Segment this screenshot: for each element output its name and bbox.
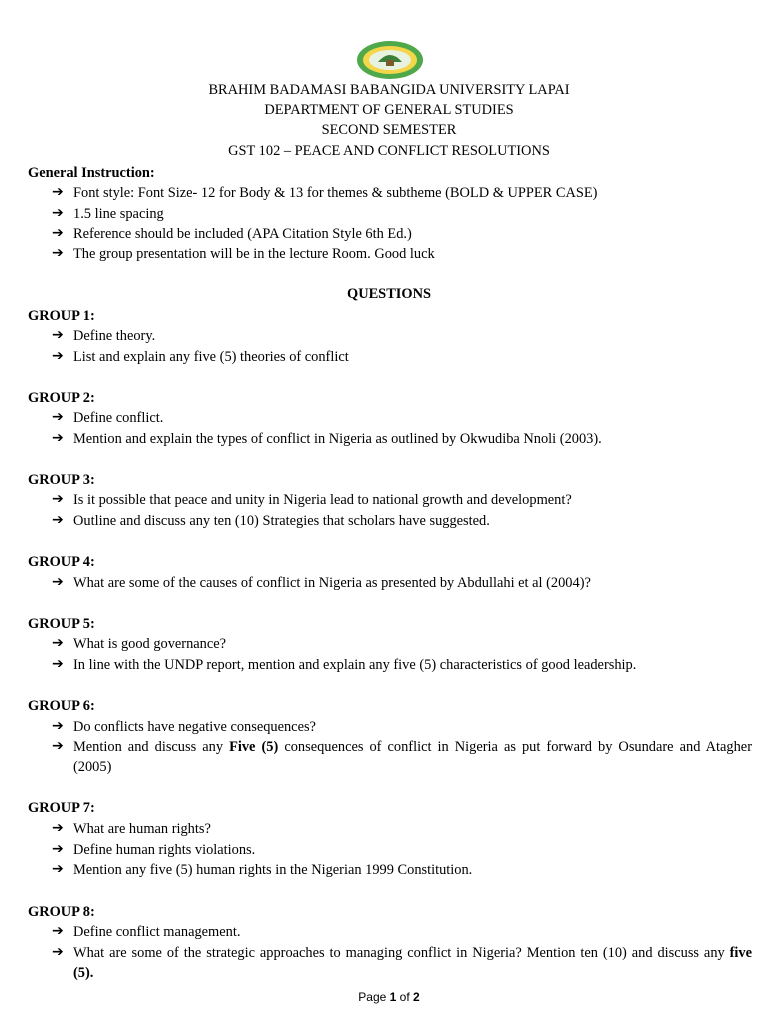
course-title: GST 102 – PEACE AND CONFLICT RESOLUTIONS [228, 143, 550, 159]
arrow-icon: ➔ [52, 841, 64, 857]
instruction-item: Reference should be included (APA Citation Style 6th Ed.) [73, 226, 412, 242]
questions-heading: QUESTIONS [347, 286, 431, 302]
group-title: GROUP 2: [28, 390, 95, 406]
arrow-icon: ➔ [52, 656, 64, 672]
emphasis-text: five (5). [73, 945, 752, 981]
page-number [0, 990, 768, 1004]
group-title: GROUP 8: [28, 904, 95, 920]
arrow-icon: ➔ [52, 574, 64, 590]
group-title: GROUP 7: [28, 800, 95, 816]
page-label: Page [358, 990, 387, 1004]
instruction-item: The group presentation will be in the lecture Room. Good luck [73, 246, 435, 262]
arrow-icon: ➔ [52, 944, 64, 960]
arrow-icon: ➔ [52, 245, 64, 261]
arrow-icon: ➔ [52, 430, 64, 446]
arrow-icon: ➔ [52, 512, 64, 528]
group-title: GROUP 3: [28, 472, 95, 488]
arrow-icon: ➔ [52, 718, 64, 734]
arrow-icon: ➔ [52, 861, 64, 877]
question-text: What are some of the strategic approaches to managing conflict in Nigeria? Mention ten (10) and discuss any [73, 945, 730, 961]
instruction-item: 1.5 line spacing [73, 206, 164, 222]
question-item: Do conflicts have negative consequences? [73, 719, 316, 735]
arrow-icon: ➔ [52, 225, 64, 241]
question-item: Mention and explain the types of conflict in Nigeria as outlined by Okwudiba Nnoli (2003). [73, 431, 602, 447]
arrow-icon: ➔ [52, 738, 64, 754]
question-item: Define conflict management. [73, 924, 241, 940]
arrow-icon: ➔ [52, 327, 64, 343]
question-item: In line with the UNDP report, mention and explain any five (5) characteristics of good leadership. [73, 657, 637, 673]
group-title: GROUP 4: [28, 554, 95, 570]
question-item: Outline and discuss any ten (10) Strategies that scholars have suggested. [73, 513, 490, 529]
emphasis-text: Five (5) [229, 739, 279, 755]
arrow-icon: ➔ [52, 635, 64, 651]
current-page: 1 [389, 990, 397, 1004]
arrow-icon: ➔ [52, 348, 64, 364]
question-item: Is it possible that peace and unity in Nigeria lead to national growth and development? [73, 492, 572, 508]
arrow-icon: ➔ [52, 491, 64, 507]
question-item: Mention any five (5) human rights in the Nigerian 1999 Constitution. [73, 862, 473, 878]
question-item: Define conflict. [73, 410, 164, 426]
question-item: Define theory. [73, 328, 156, 344]
total-pages: 2 [413, 990, 420, 1004]
university-name: BRAHIM BADAMASI BABANGIDA UNIVERSITY LAPAI [208, 82, 570, 98]
arrow-icon: ➔ [52, 184, 64, 200]
university-logo [356, 40, 424, 80]
arrow-icon: ➔ [52, 820, 64, 836]
group-title: GROUP 6: [28, 698, 95, 714]
question-text: Mention and discuss any [73, 739, 230, 755]
question-item [73, 943, 752, 983]
question-item: Define human rights violations. [73, 842, 256, 858]
instructions-heading: General Instruction: [28, 165, 155, 181]
arrow-icon: ➔ [52, 923, 64, 939]
semester-label: SECOND SEMESTER [321, 122, 457, 138]
question-item: What is good governance? [73, 636, 227, 652]
group-title: GROUP 5: [28, 616, 95, 632]
question-item [73, 737, 752, 777]
arrow-icon: ➔ [52, 205, 64, 221]
department-name: DEPARTMENT OF GENERAL STUDIES [264, 102, 514, 118]
instruction-item: Font style: Font Size- 12 for Body & 13 for themes & subtheme (BOLD & UPPER CASE) [73, 185, 598, 201]
arrow-icon: ➔ [52, 409, 64, 425]
of-label: of [399, 990, 410, 1004]
question-item: What are some of the causes of conflict in Nigeria as presented by Abdullahi et al (2004)? [73, 575, 591, 591]
group-title: GROUP 1: [28, 308, 95, 324]
question-item: List and explain any five (5) theories of conflict [73, 349, 349, 365]
question-text: consequences of conflict in Nigeria as put forward by Osundare and Atagher (2005) [73, 739, 752, 775]
question-item: What are human rights? [73, 821, 211, 837]
